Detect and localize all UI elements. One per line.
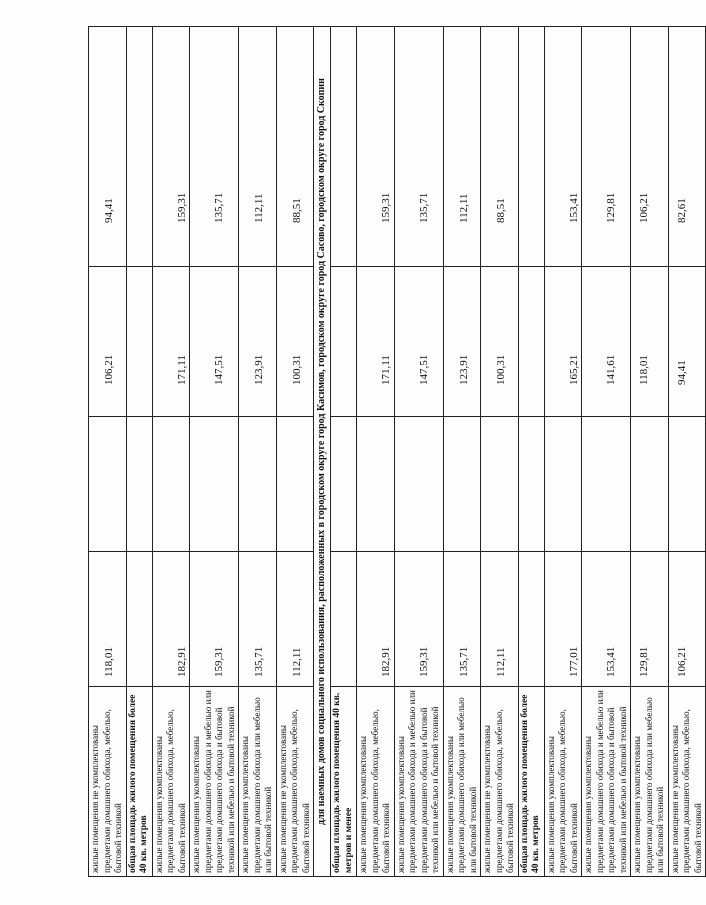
rate-cell-4-value: 82,61 <box>675 198 688 223</box>
rate-cell-4-value: 129,81 <box>605 192 617 223</box>
rate-cell-3-value: 165,21 <box>567 354 580 385</box>
rate-cell-4 <box>394 27 443 267</box>
rate-cell-4 <box>443 27 481 267</box>
rate-cell-4 <box>481 27 519 267</box>
furnishing-label: жилые помещения не укомплектованы предметами домашнего обихода, мебелью, бытовой техникой <box>276 687 314 877</box>
rate-cell-3-value: 106,21 <box>103 354 115 385</box>
rate-cell-1 <box>239 552 277 687</box>
rate-cell-4-value: 153,41 <box>567 192 580 223</box>
rate-cell-2 <box>582 417 631 552</box>
rate-cell-1 <box>190 552 239 687</box>
rate-cell-4 <box>190 27 239 267</box>
rate-cell-4-value: 94,41 <box>103 198 115 223</box>
rate-cell-3 <box>394 267 443 417</box>
rate-cell-1 <box>631 552 669 687</box>
group-heading: для наемных домов социального использования, расположенных в городском округе город Касимов, городском округе город Сасово, городском округе город Скопин <box>314 27 331 877</box>
table-row <box>668 27 706 877</box>
rate-cell-3 <box>331 267 357 417</box>
rate-cell-4-value: 88,51 <box>495 198 507 223</box>
rate-cell-3-value: 123,91 <box>253 354 265 385</box>
table-row <box>394 27 443 877</box>
rate-cell-2 <box>89 417 127 552</box>
rate-cell-4 <box>276 27 314 267</box>
rate-cell-3 <box>190 267 239 417</box>
rate-cell-1 <box>276 552 314 687</box>
table-row <box>631 27 669 877</box>
table-row <box>357 27 395 877</box>
rate-cell-1-value: 177,01 <box>567 646 580 677</box>
rate-cell-4 <box>518 27 544 267</box>
rate-cell-2 <box>152 417 190 552</box>
rate-cell-3 <box>668 267 706 417</box>
rate-cell-3 <box>276 267 314 417</box>
rate-cell-2 <box>276 417 314 552</box>
rate-cell-1 <box>152 552 190 687</box>
rent-rate-table-body <box>89 27 706 877</box>
rate-cell-4 <box>89 27 127 267</box>
rate-cell-4 <box>631 27 669 267</box>
rate-cell-4 <box>331 27 357 267</box>
rate-cell-3-value: 100,31 <box>495 354 507 385</box>
rent-rate-table <box>88 26 706 877</box>
rate-cell-3 <box>631 267 669 417</box>
rate-cell-2 <box>394 417 443 552</box>
rate-cell-3 <box>126 267 152 417</box>
rate-cell-2 <box>481 417 519 552</box>
furnishing-label: жилые помещения укомплектованы предметами домашнего обихода, мебелью, бытовой техникой <box>152 687 190 877</box>
table-row <box>152 27 190 877</box>
rate-cell-2 <box>190 417 239 552</box>
rate-cell-1-value: 135,71 <box>457 646 470 677</box>
rate-cell-3 <box>239 267 277 417</box>
rate-cell-1 <box>481 552 519 687</box>
rate-cell-2 <box>126 417 152 552</box>
rate-cell-1 <box>544 552 582 687</box>
rate-cell-3 <box>518 267 544 417</box>
rate-cell-1-value: 182,91 <box>380 646 392 677</box>
furnishing-label: жилые помещения не укомплектованы предметами домашнего обихода, мебелью, бытовой техникой <box>89 687 127 877</box>
rate-cell-4-value: 112,11 <box>253 193 265 223</box>
furnishing-label: жилые помещения укомплектованы предметами домашнего обихода или мебелью или бытовой техникой <box>443 687 481 877</box>
rate-cell-2 <box>443 417 481 552</box>
rate-cell-4 <box>668 27 706 267</box>
furnishing-label: жилые помещения не укомплектованы предметами домашнего обихода, мебелью, бытовой техникой <box>668 687 706 877</box>
rate-cell-3 <box>481 267 519 417</box>
rate-cell-4-value: 135,71 <box>417 192 430 223</box>
rate-cell-2 <box>239 417 277 552</box>
rate-cell-3-value: 171,11 <box>175 355 188 385</box>
rate-cell-4 <box>126 27 152 267</box>
furnishing-label: жилые помещения укомплектованы предметами домашнего обихода, мебелью, бытовой техникой <box>544 687 582 877</box>
rotated-table-container <box>88 27 703 877</box>
rate-cell-1 <box>668 552 706 687</box>
rate-cell-1-value: 112,11 <box>495 647 507 677</box>
furnishing-label: жилые помещения укомплектованы предметами домашнего обихода и мебелью или предметами домашнего обихода и бытовой техникой или мебелью и бытовой техникой <box>582 687 631 877</box>
rate-cell-3-value: 147,51 <box>213 354 225 385</box>
table-row <box>126 27 152 877</box>
furnishing-label: жилые помещения укомплектованы предметами домашнего обихода или мебелью или бытовой техникой <box>239 687 277 877</box>
rate-cell-1 <box>443 552 481 687</box>
table-row <box>89 27 127 877</box>
rate-cell-4 <box>152 27 190 267</box>
rate-cell-1-value: 159,31 <box>213 646 225 677</box>
rate-cell-1 <box>357 552 395 687</box>
rate-cell-4-value: 88,51 <box>290 198 303 223</box>
rate-cell-3-value: 123,91 <box>457 354 470 385</box>
table-row <box>276 27 314 877</box>
table-row <box>239 27 277 877</box>
rate-cell-4-value: 135,71 <box>213 192 225 223</box>
rate-cell-1-value: 118,01 <box>103 647 115 677</box>
rate-cell-2 <box>668 417 706 552</box>
rate-cell-3 <box>443 267 481 417</box>
rate-cell-2 <box>357 417 395 552</box>
rate-cell-4-value: 112,11 <box>457 193 470 223</box>
rate-cell-4-value: 159,31 <box>175 192 188 223</box>
group-heading-row <box>314 27 331 877</box>
rate-cell-4 <box>544 27 582 267</box>
rate-cell-2 <box>631 417 669 552</box>
table-row <box>443 27 481 877</box>
rate-cell-1 <box>126 552 152 687</box>
rate-cell-2 <box>331 417 357 552</box>
rate-cell-2 <box>518 417 544 552</box>
rate-cell-1 <box>331 552 357 687</box>
table-row <box>190 27 239 877</box>
furnishing-label: жилые помещения укомплектованы предметами домашнего обихода и мебелью или предметами домашнего обихода и бытовой техникой или мебелью и бытовой техникой <box>394 687 443 877</box>
area-category-label: общая площадь жилого помещения более 40 кв. метров <box>518 687 544 877</box>
rate-cell-4 <box>239 27 277 267</box>
rate-cell-3-value: 171,11 <box>380 355 392 385</box>
area-category-label: общая площадь жилого помещения 40 кв. метров и менее <box>331 687 357 877</box>
rate-cell-2 <box>544 417 582 552</box>
rate-cell-1-value: 112,11 <box>290 647 303 677</box>
rate-cell-1-value: 182,91 <box>175 646 188 677</box>
rate-cell-1-value: 129,81 <box>638 646 650 677</box>
rate-cell-1-value: 153,41 <box>605 646 617 677</box>
rate-cell-4 <box>357 27 395 267</box>
rate-cell-3 <box>582 267 631 417</box>
table-row <box>518 27 544 877</box>
rate-cell-3-value: 147,51 <box>417 354 430 385</box>
rate-cell-3-value: 141,61 <box>605 354 617 385</box>
table-row <box>544 27 582 877</box>
rate-cell-1 <box>394 552 443 687</box>
rate-cell-4-value: 159,31 <box>380 192 392 223</box>
rate-cell-3 <box>89 267 127 417</box>
rate-cell-1-value: 135,71 <box>253 646 265 677</box>
rate-cell-4 <box>582 27 631 267</box>
rate-cell-3-value: 118,01 <box>638 355 650 385</box>
rate-cell-3 <box>544 267 582 417</box>
rate-cell-3-value: 100,31 <box>290 354 303 385</box>
table-row <box>582 27 631 877</box>
table-row <box>331 27 357 877</box>
table-row <box>481 27 519 877</box>
rate-cell-3 <box>357 267 395 417</box>
rate-cell-1-value: 159,31 <box>417 646 430 677</box>
rate-cell-1 <box>518 552 544 687</box>
rate-cell-3-value: 94,41 <box>675 360 688 385</box>
furnishing-label: жилые помещения укомплектованы предметами домашнего обихода и мебелью или предметами домашнего обихода и бытовой техникой или мебелью и бытовой техникой <box>190 687 239 877</box>
rate-cell-1-value: 106,21 <box>675 646 688 677</box>
furnishing-label: жилые помещения укомплектованы предметами домашнего обихода или мебелью или бытовой техникой <box>631 687 669 877</box>
rate-cell-4-value: 106,21 <box>638 192 650 223</box>
furnishing-label: жилые помещения не укомплектованы предметами домашнего обихода, мебелью, бытовой техникой <box>481 687 519 877</box>
rate-cell-1 <box>89 552 127 687</box>
rate-cell-3 <box>152 267 190 417</box>
furnishing-label: жилые помещения укомплектованы предметами домашнего обихода, мебелью, бытовой техникой <box>357 687 395 877</box>
area-category-label: общая площадь жилого помещения более 40 кв. метров <box>126 687 152 877</box>
rate-cell-1 <box>582 552 631 687</box>
